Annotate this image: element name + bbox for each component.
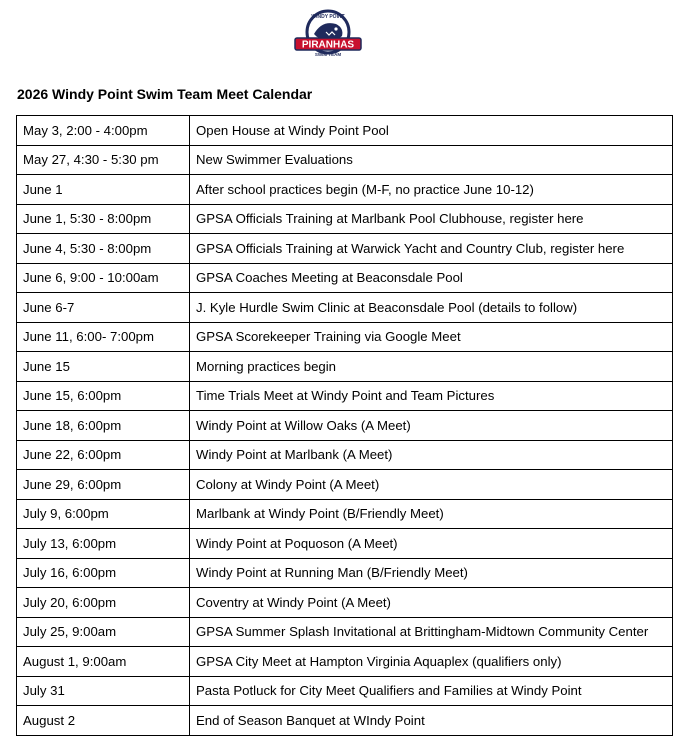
- table-row: [17, 440, 673, 470]
- event-date: June 1: [17, 175, 190, 205]
- event-description: Windy Point at Running Man (B/Friendly Meet): [190, 558, 673, 588]
- event-date: June 11, 6:00- 7:00pm: [17, 322, 190, 352]
- event-date: July 16, 6:00pm: [17, 558, 190, 588]
- event-description: Windy Point at Marlbank (A Meet): [190, 440, 673, 470]
- table-row: [17, 558, 673, 588]
- logo-main-text: PIRANHAS: [301, 39, 355, 51]
- event-description: Morning practices begin: [190, 352, 673, 382]
- event-description: J. Kyle Hurdle Swim Clinic at Beaconsdale Pool (details to follow): [190, 293, 673, 323]
- table-row: [17, 263, 673, 293]
- piranhas-logo: [292, 8, 364, 60]
- event-description: Windy Point at Willow Oaks (A Meet): [190, 411, 673, 441]
- event-date: July 31: [17, 676, 190, 706]
- table-row: [17, 588, 673, 618]
- table-row: [17, 617, 673, 647]
- event-date: August 1, 9:00am: [17, 647, 190, 677]
- event-description: GPSA Officials Training at Marlbank Pool Clubhouse, register here: [190, 204, 673, 234]
- event-date: June 1, 5:30 - 8:00pm: [17, 204, 190, 234]
- event-description: GPSA Scorekeeper Training via Google Meet: [190, 322, 673, 352]
- event-description: Colony at Windy Point (A Meet): [190, 470, 673, 500]
- table-row: [17, 647, 673, 677]
- event-description: End of Season Banquet at WIndy Point: [190, 706, 673, 736]
- event-date: June 15: [17, 352, 190, 382]
- event-description: Marlbank at Windy Point (B/Friendly Meet): [190, 499, 673, 529]
- logo-top-text: WINDY POINT: [311, 14, 345, 20]
- event-description: Coventry at Windy Point (A Meet): [190, 588, 673, 618]
- event-date: July 20, 6:00pm: [17, 588, 190, 618]
- event-date: June 15, 6:00pm: [17, 381, 190, 411]
- event-description: After school practices begin (M-F, no practice June 10-12): [190, 175, 673, 205]
- event-date: July 9, 6:00pm: [17, 499, 190, 529]
- table-row: [17, 175, 673, 205]
- event-date: May 27, 4:30 - 5:30 pm: [17, 145, 190, 175]
- event-date: July 13, 6:00pm: [17, 529, 190, 559]
- event-date: August 2: [17, 706, 190, 736]
- table-row: [17, 381, 673, 411]
- table-row: [17, 204, 673, 234]
- event-description: Pasta Potluck for City Meet Qualifiers and Families at Windy Point: [190, 676, 673, 706]
- page-title: 2026 Windy Point Swim Team Meet Calendar: [17, 86, 313, 102]
- table-row: [17, 322, 673, 352]
- event-date: June 6, 9:00 - 10:00am: [17, 263, 190, 293]
- event-date: July 25, 9:00am: [17, 617, 190, 647]
- meet-calendar-table: [16, 115, 673, 736]
- table-row: [17, 352, 673, 382]
- logo-bottom-text: SWIM TEAM: [314, 52, 342, 57]
- event-date: June 4, 5:30 - 8:00pm: [17, 234, 190, 264]
- table-row: [17, 706, 673, 736]
- event-description: Time Trials Meet at Windy Point and Team Pictures: [190, 381, 673, 411]
- table-row: [17, 234, 673, 264]
- event-description: GPSA Summer Splash Invitational at Brittingham-Midtown Community Center: [190, 617, 673, 647]
- event-description: New Swimmer Evaluations: [190, 145, 673, 175]
- table-row: [17, 293, 673, 323]
- event-date: June 29, 6:00pm: [17, 470, 190, 500]
- table-row: [17, 499, 673, 529]
- event-description: GPSA Officials Training at Warwick Yacht and Country Club, register here: [190, 234, 673, 264]
- event-description: GPSA City Meet at Hampton Virginia Aquaplex (qualifiers only): [190, 647, 673, 677]
- event-description: Open House at Windy Point Pool: [190, 116, 673, 146]
- event-description: Windy Point at Poquoson (A Meet): [190, 529, 673, 559]
- event-description: GPSA Coaches Meeting at Beaconsdale Pool: [190, 263, 673, 293]
- event-date: June 18, 6:00pm: [17, 411, 190, 441]
- event-date: June 22, 6:00pm: [17, 440, 190, 470]
- table-row: [17, 529, 673, 559]
- table-row: [17, 411, 673, 441]
- table-row: [17, 676, 673, 706]
- table-row: [17, 145, 673, 175]
- table-row: [17, 116, 673, 146]
- event-date: June 6-7: [17, 293, 190, 323]
- event-date: May 3, 2:00 - 4:00pm: [17, 116, 190, 146]
- table-row: [17, 470, 673, 500]
